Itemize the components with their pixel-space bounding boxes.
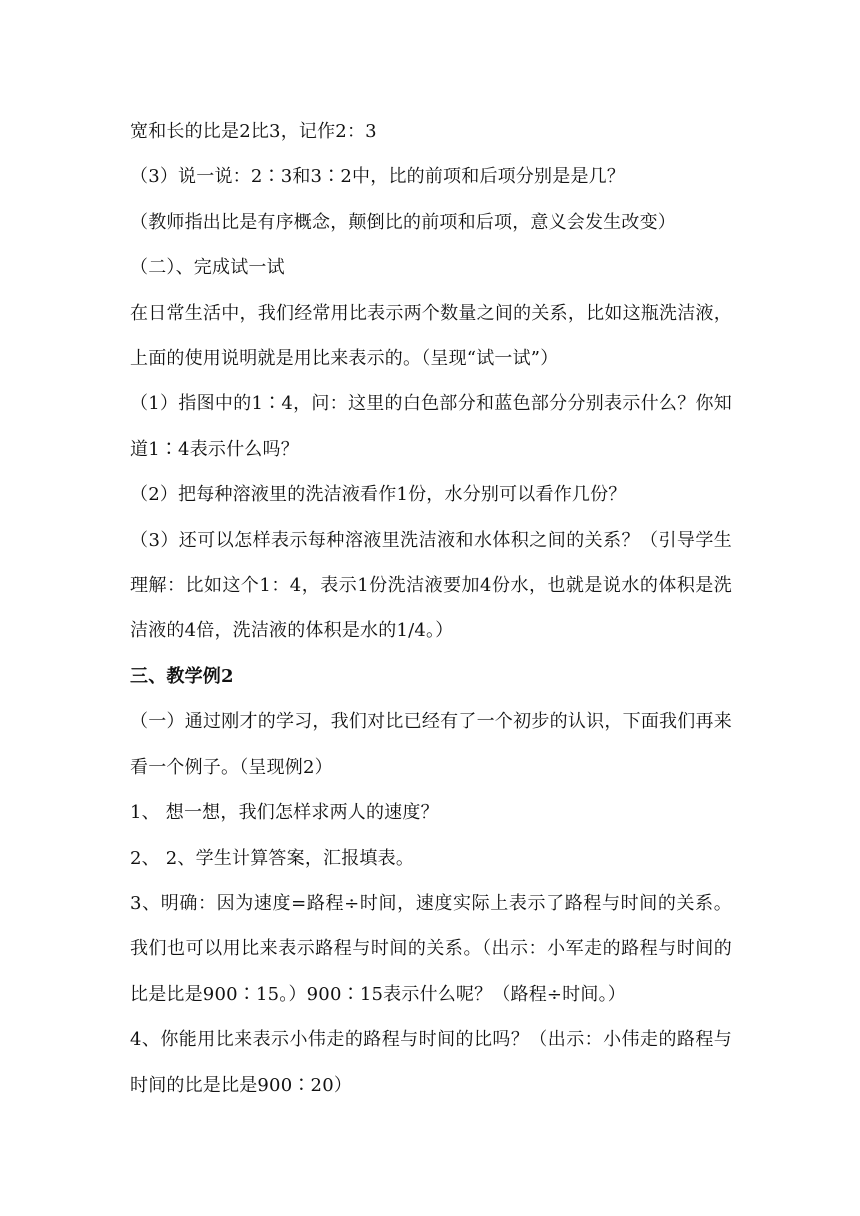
list-item-2: 2、 2、学生计算答案，汇报填表。 bbox=[130, 847, 415, 869]
document-body bbox=[130, 109, 732, 1108]
section-heading-example-2: 三、教学例2 bbox=[130, 665, 234, 687]
list-item-4: 4、你能用比来表示小伟走的路程与时间的比吗？（出示：小伟走的路程与时间的比是比是900∶20） bbox=[130, 1029, 732, 1096]
paragraph-question-2: （2）把每种溶液里的洗洁液看作1份，水分别可以看作几份？ bbox=[130, 484, 627, 506]
list-item-1: 1、 想一想，我们怎样求两人的速度？ bbox=[130, 802, 439, 824]
paragraph-ratio-notation: 宽和长的比是2比3，记作2：3 bbox=[130, 121, 377, 142]
paragraph-daily-life: 在日常生活中，我们经常用比表示两个数量之间的关系，比如这瓶洗洁液，上面的使用说明就是用比来表示的。（呈现“试一试”） bbox=[130, 302, 732, 370]
list-item-3: 3、明确：因为速度=路程÷时间，速度实际上表示了路程与时间的关系。我们也可以用比来表示路程与时间的关系。（出示：小军走的路程与时间的比是比是900∶15。）900∶15表示什么呢？（路程÷时间。） bbox=[130, 892, 732, 1005]
paragraph-question-1: （1）指图中的1∶4，问：这里的白色部分和蓝色部分分别表示什么？你知道1∶4表示什么吗？ bbox=[130, 393, 732, 460]
paragraph-teacher-note: （教师指出比是有序概念，颠倒比的前项和后项，意义会发生改变） bbox=[130, 211, 676, 233]
paragraph-section-try-it: （二）、完成试一试 bbox=[130, 257, 285, 279]
paragraph-say-it: （3）说一说：2∶3和3∶2中，比的前项和后项分别是是几？ bbox=[130, 166, 626, 188]
paragraph-example-intro: （一）通过刚才的学习，我们对比已经有了一个初步的认识，下面我们再来看一个例子。（呈现例2） bbox=[130, 711, 732, 778]
paragraph-question-3: （3）还可以怎样表示每种溶液里洗洁液和水体积之间的关系？（引导学生理解：比如这个1：4，表示1份洗洁液要加4份水，也就是说水的体积是洗洁液的4倍，洗洁液的体积是水的1/4。） bbox=[130, 529, 732, 642]
